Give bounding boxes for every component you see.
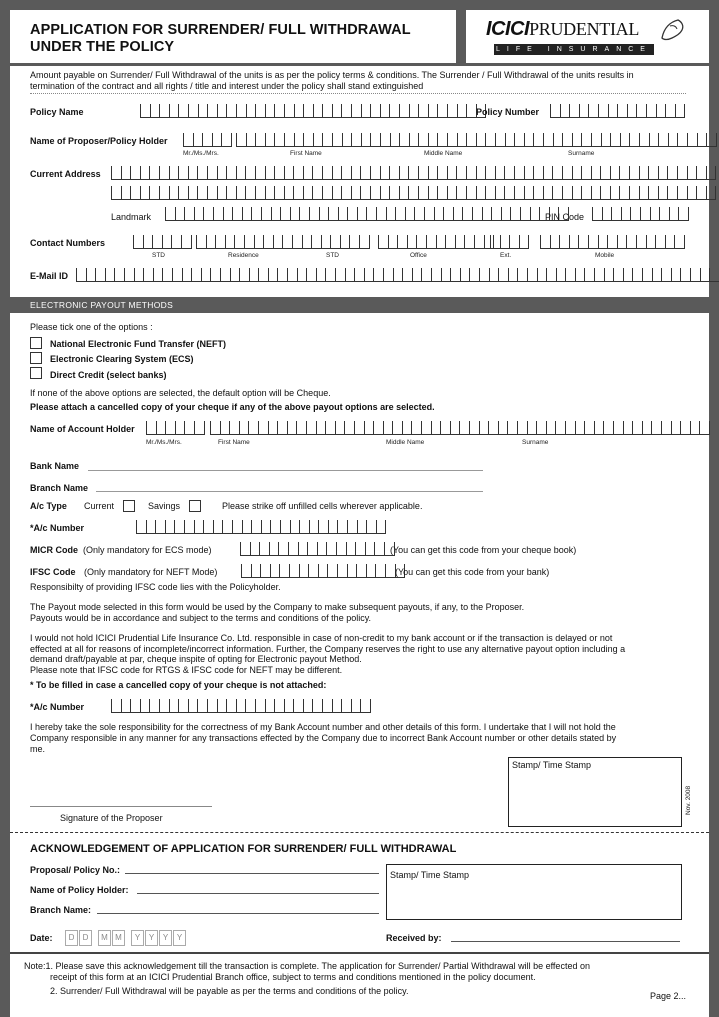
company-logo: ICICIPRUDENTIAL LIFE INSURANCE [486, 18, 639, 41]
ext-input[interactable] [490, 235, 529, 249]
ifsc-input[interactable] [241, 564, 405, 578]
payout-mode-paragraph: The Payout mode selected in this form would be used by the Company to make subsequent payouts, if any, to the Proposer. Payouts would be in accordance and subject to the terms and conditions of the policy. [30, 602, 525, 623]
attach-note: Please attach a cancelled copy of your cheque if any of the above payout options are selected. [30, 402, 435, 412]
ifsc-label: IFSC Code [30, 567, 76, 577]
ac-number-label: *A/c Number [30, 523, 85, 533]
ack-holder-input[interactable] [137, 893, 379, 894]
ecs-label: Electronic Clearing System (ECS) [50, 354, 194, 364]
default-note: If none of the above options are selected, the default option will be Cheque. [30, 388, 331, 398]
cap-middle-2: Middle Name [386, 439, 425, 446]
landmark-label: Landmark [111, 212, 152, 222]
micr-note: (Only mandatory for ECS mode) [83, 545, 212, 555]
cap-residence: Residence [228, 252, 259, 259]
ac-type-label: A/c Type [30, 501, 67, 511]
intro-text: Amount payable on Surrender/ Full Withdrawal of the units is as per the policy terms & conditions. The Surrender / Full Withdrawal of the units results in termination of the contract and all rights / title and interest under the policy shall stand extinguished [30, 70, 634, 91]
std1-input[interactable] [133, 235, 192, 249]
liability-paragraph: I would not hold ICICI Prudential Life Insurance Co. Ltd. responsible in case of non-credit to my bank account or if the transaction is delayed or not effected at all for reasons of incomplete/incorrect information. Further, the Company reserves the right to use any alternative payout option including a demand draft/payable at par, cheque inspite of opting for Electronic payout Method. Please note that IFSC code for RTGS & IFSC code for NEFT may be different. [30, 633, 626, 675]
signature-line[interactable] [30, 806, 212, 807]
star-note: * To be filled in case a cancelled copy of your cheque is not attached: [30, 680, 327, 690]
micr-hint: (You can get this code from your cheque book) [390, 545, 577, 555]
lion-icon [658, 16, 686, 42]
ac-number2-label: *A/c Number [30, 702, 85, 712]
policy-name-input[interactable] [140, 104, 486, 118]
policy-name-label: Policy Name [30, 107, 84, 117]
cap-std1: STD [152, 252, 165, 259]
landmark-input[interactable] [165, 207, 569, 221]
ack-branch-label: Branch Name: [30, 905, 92, 915]
cap-std2: STD [326, 252, 339, 259]
proposer-name-input[interactable] [236, 133, 717, 147]
ack-policy-no-label: Proposal/ Policy No.: [30, 865, 121, 875]
account-holder-name-input[interactable] [210, 421, 710, 435]
intro-rule [30, 93, 686, 94]
ifsc-responsibility: Responsibilty of providing IFSC code lies with the Policyholder. [30, 582, 281, 592]
ifsc-hint: (You can get this code from your bank) [395, 567, 550, 577]
ack-branch-input[interactable] [97, 913, 379, 914]
ac-number-input[interactable] [136, 520, 386, 534]
policy-number-label: Policy Number [476, 107, 540, 117]
ac-number2-input[interactable] [111, 699, 371, 713]
strike-note: Please strike off unfilled cells wherever applicable. [222, 501, 423, 511]
signature-label: Signature of the Proposer [60, 813, 163, 823]
ack-stamp-box[interactable] [386, 864, 682, 920]
direct-credit-checkbox[interactable] [30, 367, 42, 379]
mobile-input[interactable] [540, 235, 685, 249]
proposer-title-input[interactable] [183, 133, 232, 147]
note-1: Note:1. Please save this acknowledgement till the transaction is complete. The application for Surrender/ Partial Withdrawal will be effected on receipt of this form at an ICICI Prudential Branch office, subject to terms and conditions mentioned in the policy document. [24, 961, 590, 982]
direct-credit-label: Direct Credit (select banks) [50, 370, 167, 380]
micr-label: MICR Code [30, 545, 78, 555]
declaration-paragraph: I hereby take the sole responsibility for the correctness of my Bank Account number and other details of this form. I undertake that I will not hold the Company responsible in any manner for any transactions effected by the Company due to incorrect Bank Account number or other details stated by me. [30, 722, 617, 754]
cap-first-2: First Name [218, 439, 250, 446]
ack-stamp-label: Stamp/ Time Stamp [390, 870, 470, 880]
cap-first: First Name [290, 150, 322, 157]
residence-input[interactable] [196, 235, 312, 249]
ecs-checkbox[interactable] [30, 352, 42, 364]
micr-input[interactable] [240, 542, 395, 556]
std2-input[interactable] [311, 235, 370, 249]
neft-label: National Electronic Fund Transfer (NEFT) [50, 339, 227, 349]
payout-section-header: ELECTRONIC PAYOUT METHODS [10, 297, 709, 313]
office-input[interactable] [378, 235, 494, 249]
current-label: Current [84, 501, 115, 511]
address-line1-input[interactable] [111, 166, 716, 180]
ack-date-input[interactable]: D D M M Y Y Y Y [65, 930, 187, 946]
cap-title-2: Mr./Ms./Mrs. [146, 439, 182, 446]
bank-name-label: Bank Name [30, 461, 80, 471]
date-code: Nov. 2008 [685, 785, 692, 815]
savings-label: Savings [148, 501, 181, 511]
cap-office: Office [410, 252, 427, 259]
header-rule [10, 63, 709, 66]
header-divider [456, 10, 466, 66]
notes-rule [10, 952, 709, 954]
account-holder-title-input[interactable] [146, 421, 205, 435]
cap-mobile: Mobile [595, 252, 615, 259]
contact-label: Contact Numbers [30, 238, 106, 248]
page-number: Page 2... [650, 991, 687, 1001]
pin-input[interactable] [592, 207, 689, 221]
stamp-label: Stamp/ Time Stamp [512, 760, 592, 770]
address-line2-input[interactable] [111, 186, 716, 200]
bank-name-input[interactable] [88, 470, 483, 471]
branch-name-input[interactable] [96, 491, 483, 492]
cut-line [10, 832, 709, 833]
cap-ext: Ext. [500, 252, 512, 259]
policy-number-input[interactable] [550, 104, 685, 118]
cap-surname: Surname [568, 150, 595, 157]
cap-title: Mr./Ms./Mrs. [183, 150, 219, 157]
ack-policy-no-input[interactable] [125, 873, 379, 874]
savings-checkbox[interactable] [189, 500, 201, 512]
email-label: E-Mail ID [30, 271, 69, 281]
pin-label: PIN Code [545, 212, 585, 222]
ack-date-label: Date: [30, 933, 53, 943]
note-2: 2. Surrender/ Full Withdrawal will be payable as per the terms and conditions of the policy. [50, 986, 409, 996]
form-title: APPLICATION FOR SURRENDER/ FULL WITHDRAWAL UNDER THE POLICY [30, 22, 411, 55]
proposer-label: Name of Proposer/Policy Holder [30, 136, 168, 146]
ifsc-note: (Only mandatory for NEFT Mode) [84, 567, 218, 577]
cap-surname-2: Surname [522, 439, 549, 446]
tick-instruction: Please tick one of the options : [30, 322, 153, 332]
ack-holder-label: Name of Policy Holder: [30, 885, 129, 895]
address-label: Current Address [30, 169, 101, 179]
stamp-box[interactable] [508, 757, 682, 827]
account-holder-label: Name of Account Holder [30, 424, 135, 434]
cap-middle: Middle Name [424, 150, 463, 157]
ack-title: ACKNOWLEDGEMENT OF APPLICATION FOR SURRENDER/ FULL WITHDRAWAL [30, 843, 457, 855]
email-input[interactable] [76, 268, 719, 282]
received-by-input[interactable] [451, 941, 680, 942]
branch-name-label: Branch Name [30, 483, 89, 493]
received-by-label: Received by: [386, 933, 442, 943]
neft-checkbox[interactable] [30, 337, 42, 349]
current-checkbox[interactable] [123, 500, 135, 512]
